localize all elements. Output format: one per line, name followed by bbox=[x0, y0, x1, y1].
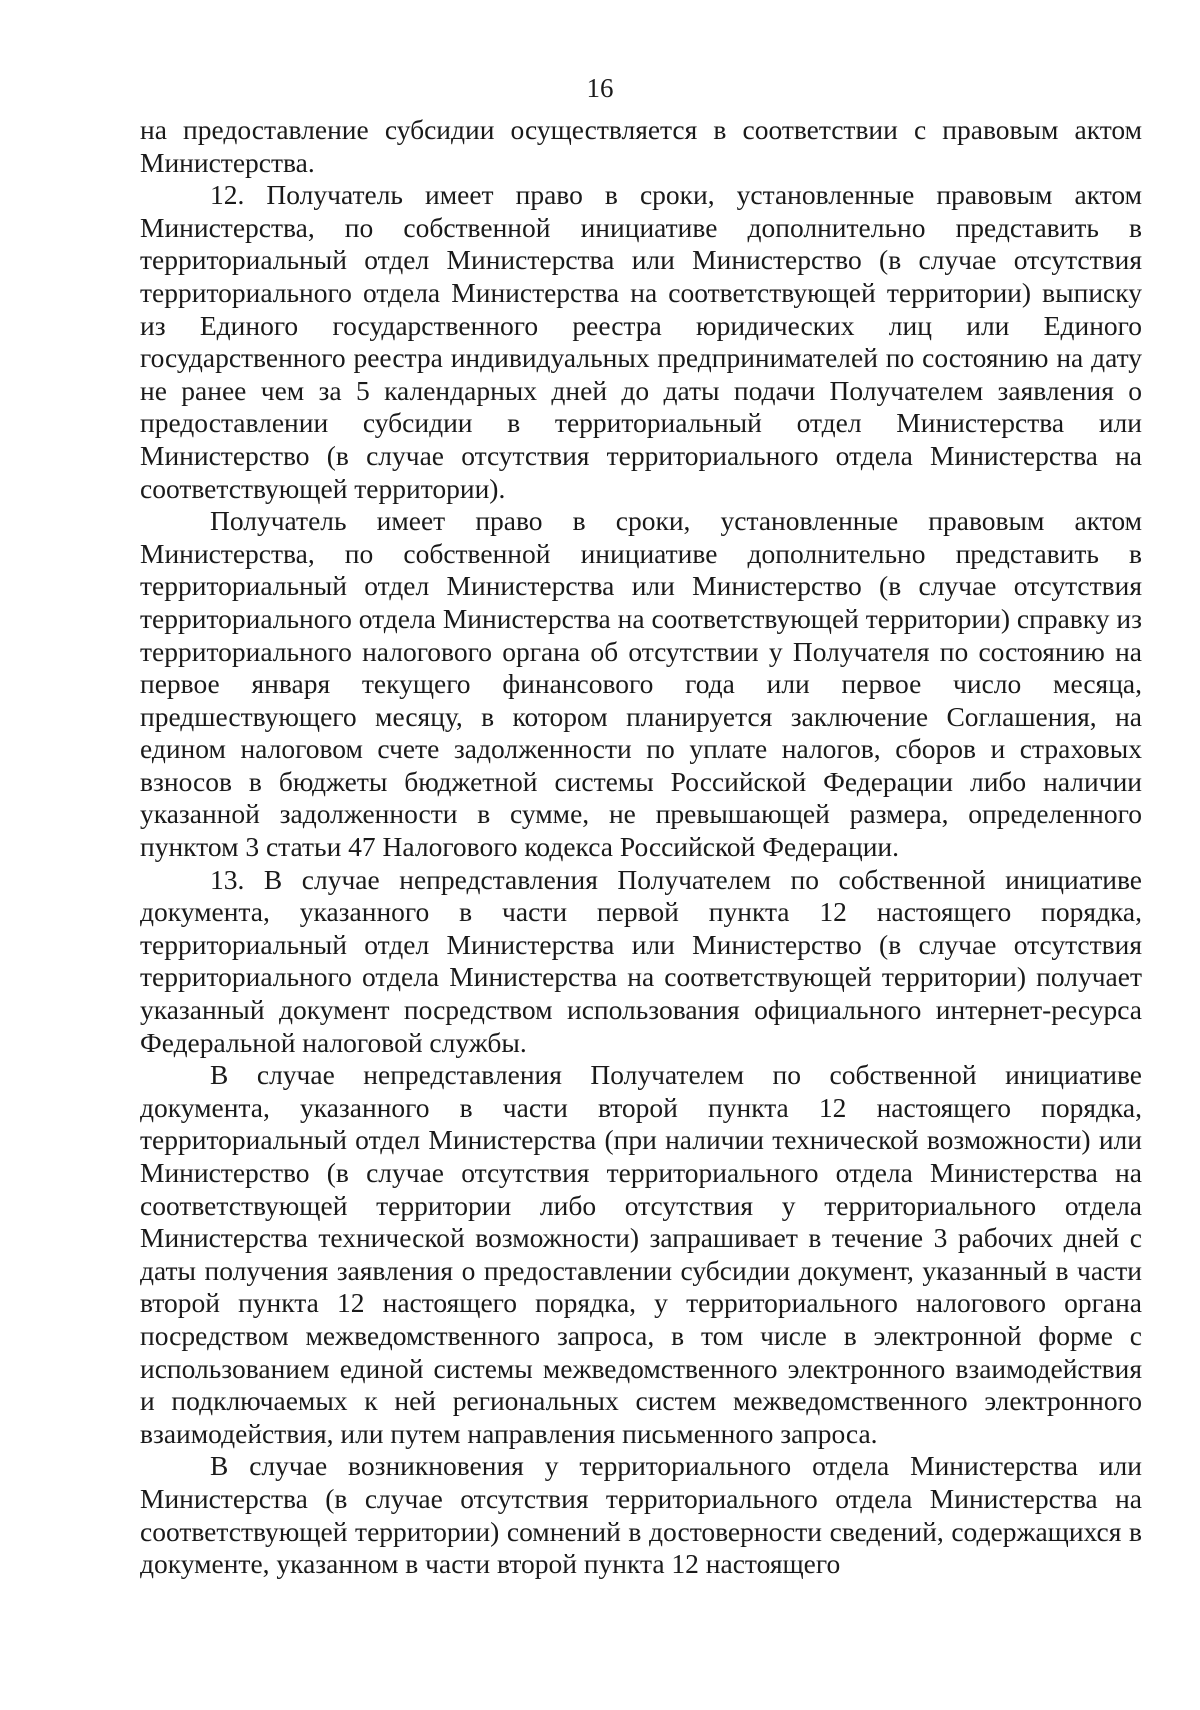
document-body bbox=[140, 114, 1142, 1581]
paragraph-item-13-part-3: В случае возникновения у территориального отдела Министерства или Министерства (в случае отсутствия территориального отдела Министерства на соответствующей территории) сомнений в достоверности сведений, содержащихся в документе, указанном в части второй пункта 12 настоящего bbox=[140, 1450, 1142, 1580]
paragraph-continuation: на предоставление субсидии осуществляется в соответствии с правовым актом Министерства. bbox=[140, 114, 1142, 178]
paragraph-item-13-part-2: В случае непредставления Получателем по собственной инициативе документа, указанного в части второй пункта 12 настоящего порядка, территориальный отдел Министерства (при наличии технической возможности) или Министерство (в случае отсутствия территориального отдела Министерства на соответствующей территории либо отсутствия у территориального отдела Министерства технической возможности) запрашивает в течение 3 рабочих дней с даты получения заявления о предоставлении субсидии документ, указанный в части второй пункта 12 настоящего порядка, у территориального налогового органа посредством межведомственного запроса, в том числе в электронной форме с использованием единой системы межведомственного электронного взаимодействия и подключаемых к ней региональных систем межведомственного электронного взаимодействия, или путем направления письменного запроса. bbox=[140, 1059, 1142, 1449]
paragraph-item-12: 12. Получатель имеет право в сроки, установленные правовым актом Министерства, по собственной инициативе дополнительно представить в территориальный отдел Министерства или Министерство (в случае отсутствия территориального отдела Министерства на соответствующей территории) выписку из Единого государственного реестра юридических лиц или Единого государственного реестра индивидуальных предпринимателей по состоянию на дату не ранее чем за 5 календарных дней до даты подачи Получателем заявления о предоставлении субсидии в территориальный отдел Министерства или Министерство (в случае отсутствия территориального отдела Министерства на соответствующей территории). bbox=[140, 179, 1142, 504]
paragraph-item-13: 13. В случае непредставления Получателем по собственной инициативе документа, указанного в части первой пункта 12 настоящего порядка, территориальный отдел Министерства или Министерство (в случае отсутствия территориального отдела Министерства на соответствующей территории) получает указанный документ посредством использования официального интернет-ресурса Федеральной налоговой службы. bbox=[140, 863, 1142, 1058]
page-number: 16 bbox=[586, 73, 614, 103]
paragraph-item-12-part-2: Получатель имеет право в сроки, установленные правовым актом Министерства, по собственной инициативе дополнительно представить в территориальный отдел Министерства или Министерство (в случае отсутствия территориального отдела Министерства на соответствующей территории) справку из территориального налогового органа об отсутствии у Получателя по состоянию на первое января текущего финансового года или первое число месяца, предшествующего месяцу, в котором планируется заключение Соглашения, на едином налоговом счете задолженности по уплате налогов, сборов и страховых взносов в бюджеты бюджетной системы Российской Федерации либо наличии указанной задолженности в сумме, не превышающей размера, определенного пунктом 3 статьи 47 Налогового кодекса Российской Федерации. bbox=[140, 505, 1142, 863]
